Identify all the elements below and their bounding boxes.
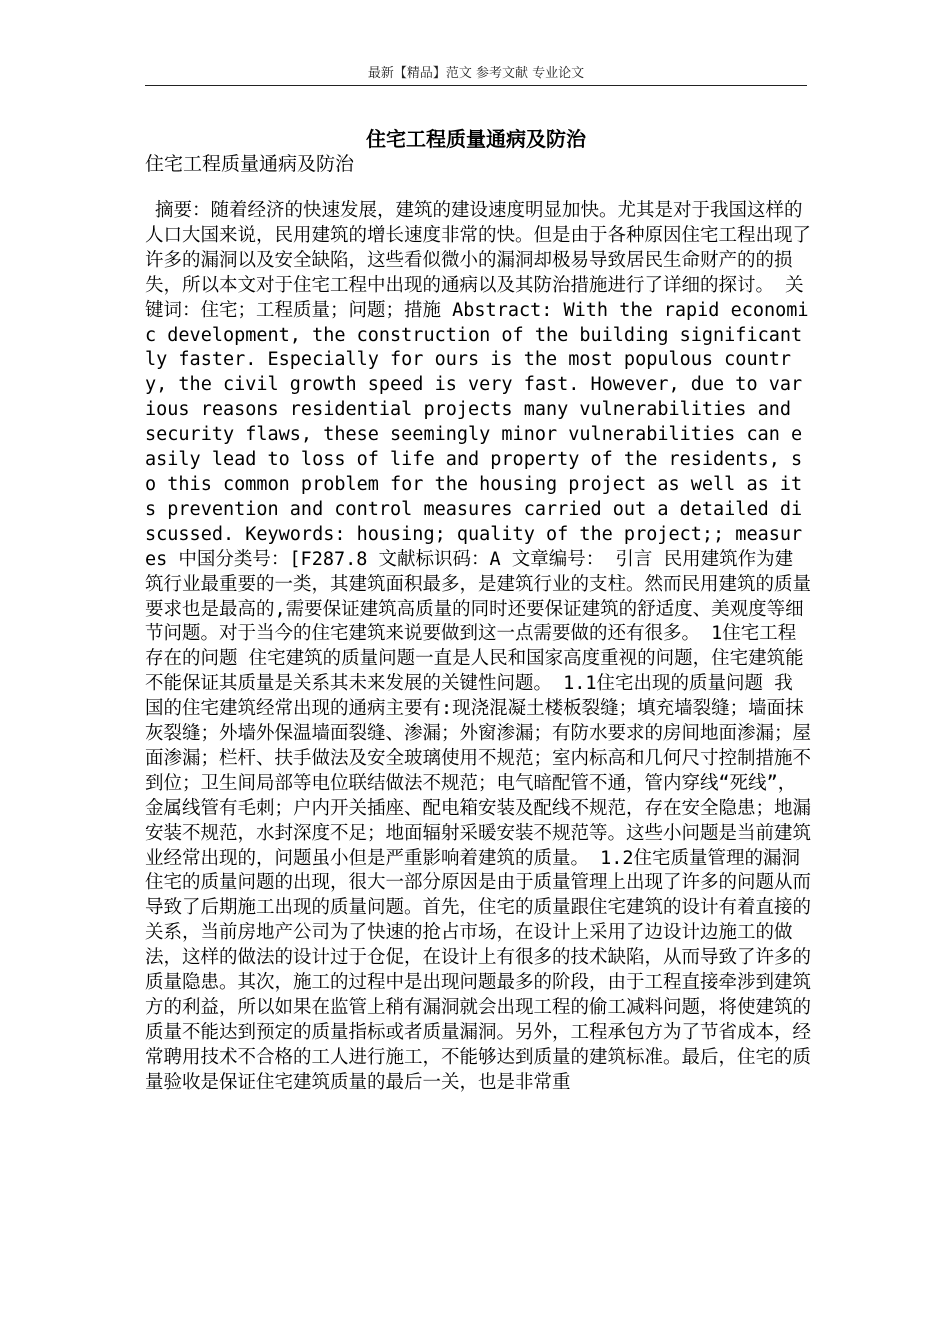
- header-divider: [145, 85, 807, 86]
- document-body: 摘要：随着经济的快速发展，建筑的建设速度明显加快。尤其是对于我国这样的人口大国来说，民用建筑的增长速度非常的快。但是由于各种原因住宅工程出现了许多的漏洞以及安全缺陷，这些看似微小的漏洞却极易导致居民生命财产的的损失，所以本文对于住宅工程中出现的通病以及其防治措施进行了详细的探讨。 关键词：住宅；工程质量；问题；措施 Abstract: With the rapid economic development, the construction of the building significantly faster. Especially for ours is the most populous country, the civil growth speed is very fast. However, due to various reasons residential projects many vulnerabilities and security flaws, these seemingly minor vulnerabilities can easily lead to loss of life and property of the residents, so this common problem for the housing project as well as its prevention and control measures carried out a detailed discussed. Keywords: housing; quality of the project;; measures 中国分类号：[F287.8 文献标识码：A 文章编号： 引言 民用建筑作为建筑行业最重要的一类，其建筑面积最多，是建筑行业的支柱。然而民用建筑的质量要求也是最高的,需要保证建筑高质量的同时还要保证建筑的舒适度、美观度等细节问题。对于当今的住宅建筑来说要做到这一点需要做的还有很多。 1住宅工程存在的问题 住宅建筑的质量问题一直是人民和国家高度重视的问题，住宅建筑能不能保证其质量是关系其未来发展的关键性问题。 1.1住宅出现的质量问题 我国的住宅建筑经常出现的通病主要有:现浇混凝土楼板裂缝；填充墙裂缝；墙面抹灰裂缝；外墙外保温墙面裂缝、渗漏；外窗渗漏；有防水要求的房间地面渗漏；屋面渗漏；栏杆、扶手做法及安全玻璃使用不规范；室内标高和几何尺寸控制措施不到位；卫生间局部等电位联结做法不规范；电气暗配管不通，管内穿线“死线”，金属线管有毛刺；户内开关插座、配电箱安装及配线不规范，存在安全隐患；地漏安装不规范，水封深度不足；地面辐射采暖安装不规范等。这些小问题是当前建筑业经常出现的，问题虽小但是严重影响着建筑的质量。 1.2住宅质量管理的漏洞 住宅的质量问题的出现，很大一部分原因是由于质量管理上出现了许多的问题从而导致了后期施工出现的质量问题。首先，住宅的质量跟住宅建筑的设计有着直接的关系，当前房地产公司为了快速的抢占市场，在设计上采用了边设计边施工的做法，这样的做法的设计过于仓促，在设计上有很多的技术缺陷，从而导致了许多的质量隐患。其次，施工的过程中是出现问题最多的阶段，由于工程直接牵涉到建筑方的利益，所以如果在监管上稍有漏洞就会出现工程的偷工减料问题，将使建筑的质量不能达到预定的质量指标或者质量漏洞。另外，工程承包方为了节省成本，经常聘用技术不合格的工人进行施工，不能够达到质量的建筑标准。最后，住宅的质量验收是保证住宅建筑质量的最后一关，也是非常重: [145, 200, 812, 1093]
- document-title: 住宅工程质量通病及防治: [366, 127, 586, 151]
- page-header: 最新【精品】范文 参考文献 专业论文: [367, 66, 585, 81]
- document-subtitle: 住宅工程质量通病及防治: [145, 153, 355, 175]
